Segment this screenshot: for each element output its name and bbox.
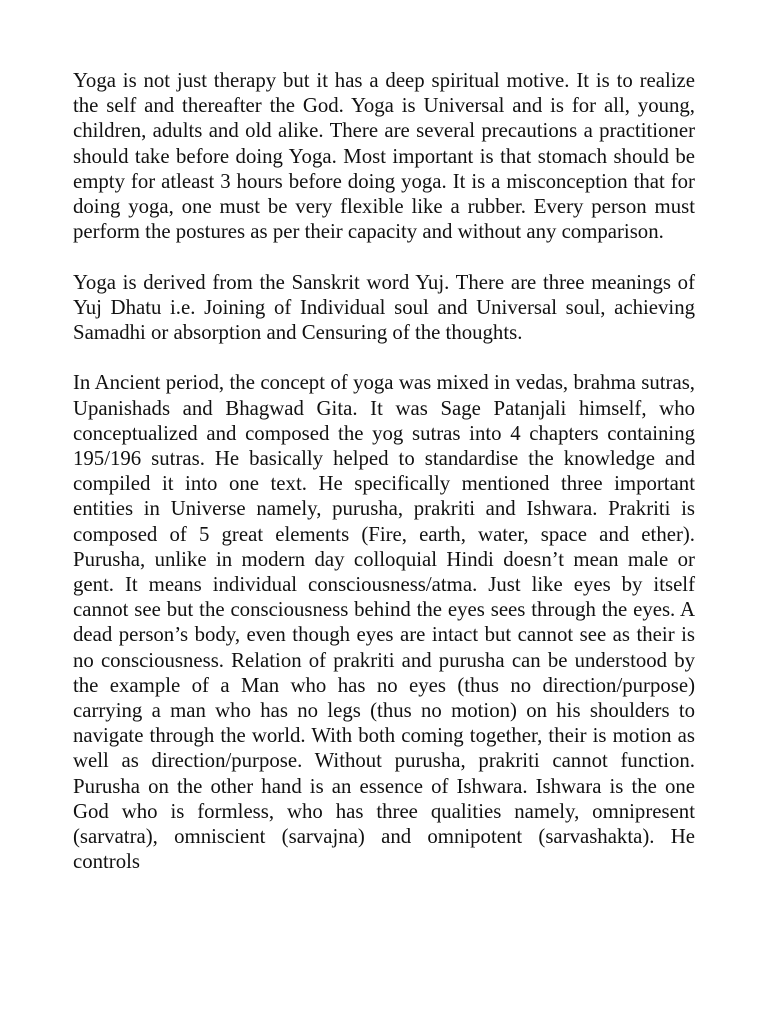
paragraph-patanjali-sutras: In Ancient period, the concept of yoga was mixed in vedas, brahma sutras, Upanishads and Bhagwad Gita. It was Sage Patanjali himself, who conceptualized and composed the yog sutras into 4 chapters containing 195/196 sutras. He basically helped to standardise the knowledge and compiled it into one text. He specifically mentioned three important entities in Universe namely, purusha, prakriti and Ishwara. Prakriti is composed of 5 great elements (Fire, earth, water, space and ether). Purusha, unlike in modern day colloquial Hindi doesn’t mean male or gent. It means individual consciousness/atma. Just like eyes by itself cannot see but the consciousness behind the eyes sees through the eyes. A dead person’s body, even though eyes are intact but cannot see as their is no consciousness. Relation of prakriti and purusha can be understood by the example of a Man who has no eyes (thus no direction/purpose) carrying a man who has no legs (thus no motion) on his shoulders to navigate through the world. With both coming together, their is motion as well as direction/purpose. Without purusha, prakriti cannot function. Purusha on the other hand is an essence of Ishwara. Ishwara is the one God who is formless, who has three qualities namely, omnipresent (sarvatra), omniscient (sarvajna) and omnipotent (sarvashakta). He controls <box>73 371 695 874</box>
document-page <box>73 68 695 900</box>
paragraph-yoga-motive: Yoga is not just therapy but it has a deep spiritual motive. It is to realize the self and thereafter the God. Yoga is Universal and is for all, young, children, adults and old alike. There are several precautions a practitioner should take before doing Yoga. Most important is that stomach should be empty for atleast 3 hours before doing yoga. It is a misconception that for doing yoga, one must be very flexible like a rubber. Every person must perform the postures as per their capacity and without any comparison. <box>73 69 695 244</box>
paragraph-yuj-meaning: Yoga is derived from the Sanskrit word Yuj. There are three meanings of Yuj Dhatu i.e. Joining of Individual soul and Universal soul, achieving Samadhi or absorption and Censuring of the thoughts. <box>73 270 695 345</box>
